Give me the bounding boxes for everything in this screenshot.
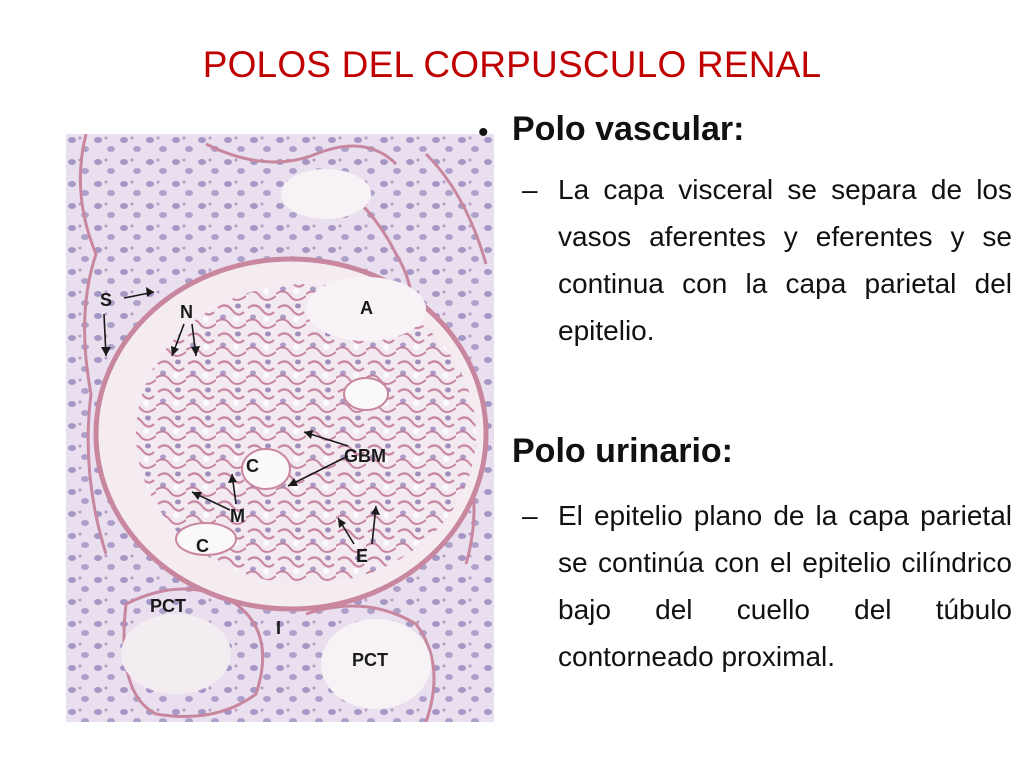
vascular-pole-heading: Polo vascular: — [512, 110, 745, 148]
sub-bullet-dash: – — [522, 500, 538, 531]
label-n: N — [180, 302, 193, 322]
label-pct: PCT — [150, 596, 186, 616]
label-gbm: GBM — [344, 446, 386, 466]
label-i: I — [276, 618, 282, 638]
pct-lumen — [121, 614, 231, 694]
label-c: C — [246, 456, 259, 476]
label-e: E — [356, 546, 369, 566]
sub-bullet-dash: – — [522, 174, 538, 205]
renal-corpuscle-micrograph — [66, 134, 494, 722]
slide-title: POLOS DEL CORPUSCULO RENAL — [202, 44, 822, 85]
urinary-pole-heading: Polo urinario: — [512, 432, 733, 470]
tubule-lumen — [281, 169, 371, 219]
vascular-pole-description: La capa visceral se separa de los vasos aferentes y eferentes y se continua con la capa parietal del epitelio. — [558, 174, 1012, 346]
bullet-marker: • — [478, 116, 489, 149]
label-s: S — [100, 290, 113, 310]
label-a: A — [360, 298, 373, 318]
micrograph-illustration — [66, 134, 494, 722]
urinary-pole-description: El epitelio plano de la capa parietal se continúa con el epitelio cilíndrico bajo del cuello del túbulo contorneado proximal. — [558, 500, 1012, 672]
label-pct: PCT — [352, 650, 388, 670]
label-c: C — [196, 536, 209, 556]
label-m: M — [230, 506, 245, 526]
